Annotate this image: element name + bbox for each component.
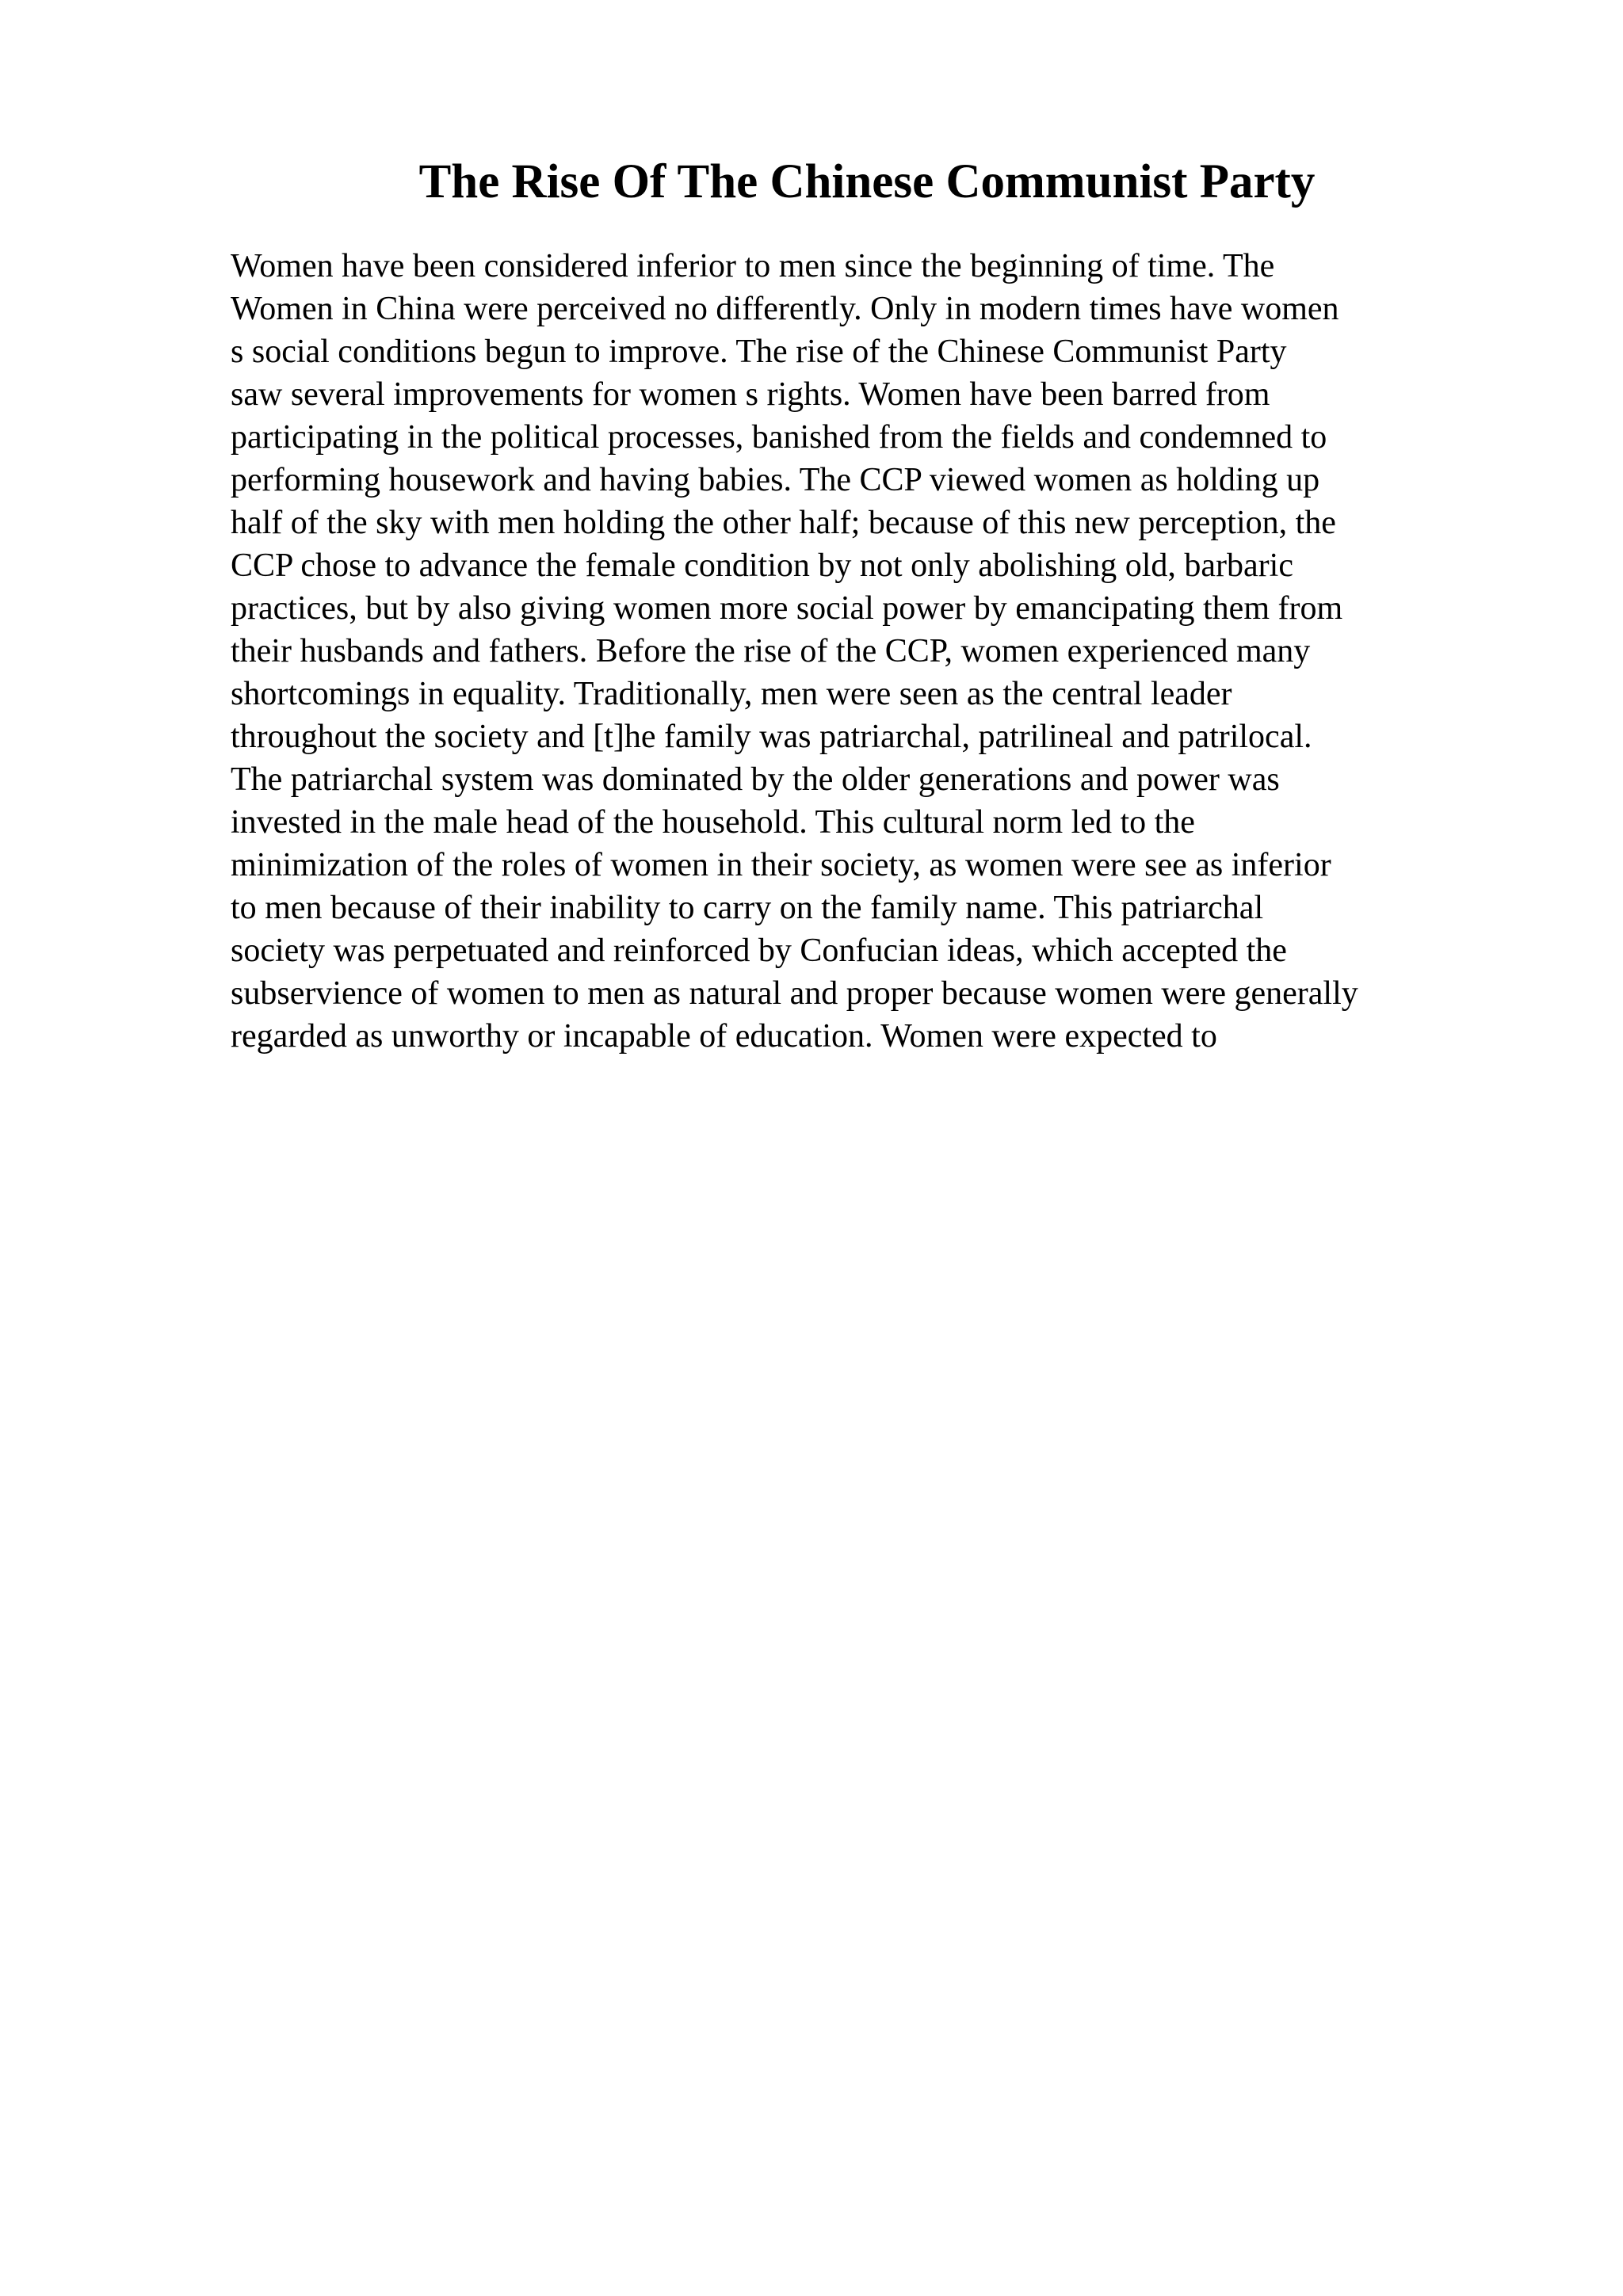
text-line: half of the sky with men holding the other half; because of this new perception, the [231, 505, 1336, 541]
text-line: minimization of the roles of women in their society, as women were see as inferior [231, 847, 1331, 883]
text-line: society was perpetuated and reinforced by Confucian ideas, which accepted the [231, 933, 1287, 969]
text-line: practices, but by also giving women more social power by emancipating them from [231, 590, 1343, 627]
body-paragraph [231, 245, 1623, 1058]
text-line: Women in China were perceived no differently. Only in modern times have women [231, 291, 1339, 327]
text-line: invested in the male head of the household. This cultural norm led to the [231, 804, 1195, 841]
document-title: The Rise Of The Chinese Communist Party [418, 155, 1316, 208]
text-line: subservience of women to men as natural and proper because women were generally [231, 975, 1358, 1012]
text-line: performing housework and having babies. The CCP viewed women as holding up [231, 462, 1320, 498]
text-line: participating in the political processes, banished from the fields and condemned to [231, 419, 1327, 456]
text-line: to men because of their inability to carry on the family name. This patriarchal [231, 890, 1264, 926]
text-line: saw several improvements for women s rights. Women have been barred from [231, 376, 1270, 413]
text-line: their husbands and fathers. Before the rise of the CCP, women experienced many [231, 633, 1311, 669]
text-line: The patriarchal system was dominated by the older generations and power was [231, 761, 1280, 798]
text-line: shortcomings in equality. Traditionally, men were seen as the central leader [231, 676, 1232, 712]
text-line: throughout the society and [t]he family was patriarchal, patrilineal and patrilocal. [231, 719, 1312, 755]
text-line: CCP chose to advance the female condition by not only abolishing old, barbaric [231, 547, 1293, 584]
text-line: regarded as unworthy or incapable of education. Women were expected to [231, 1018, 1217, 1055]
text-line: s social conditions begun to improve. The rise of the Chinese Communist Party [231, 334, 1287, 370]
text-line: Women have been considered inferior to men since the beginning of time. The [231, 248, 1275, 284]
